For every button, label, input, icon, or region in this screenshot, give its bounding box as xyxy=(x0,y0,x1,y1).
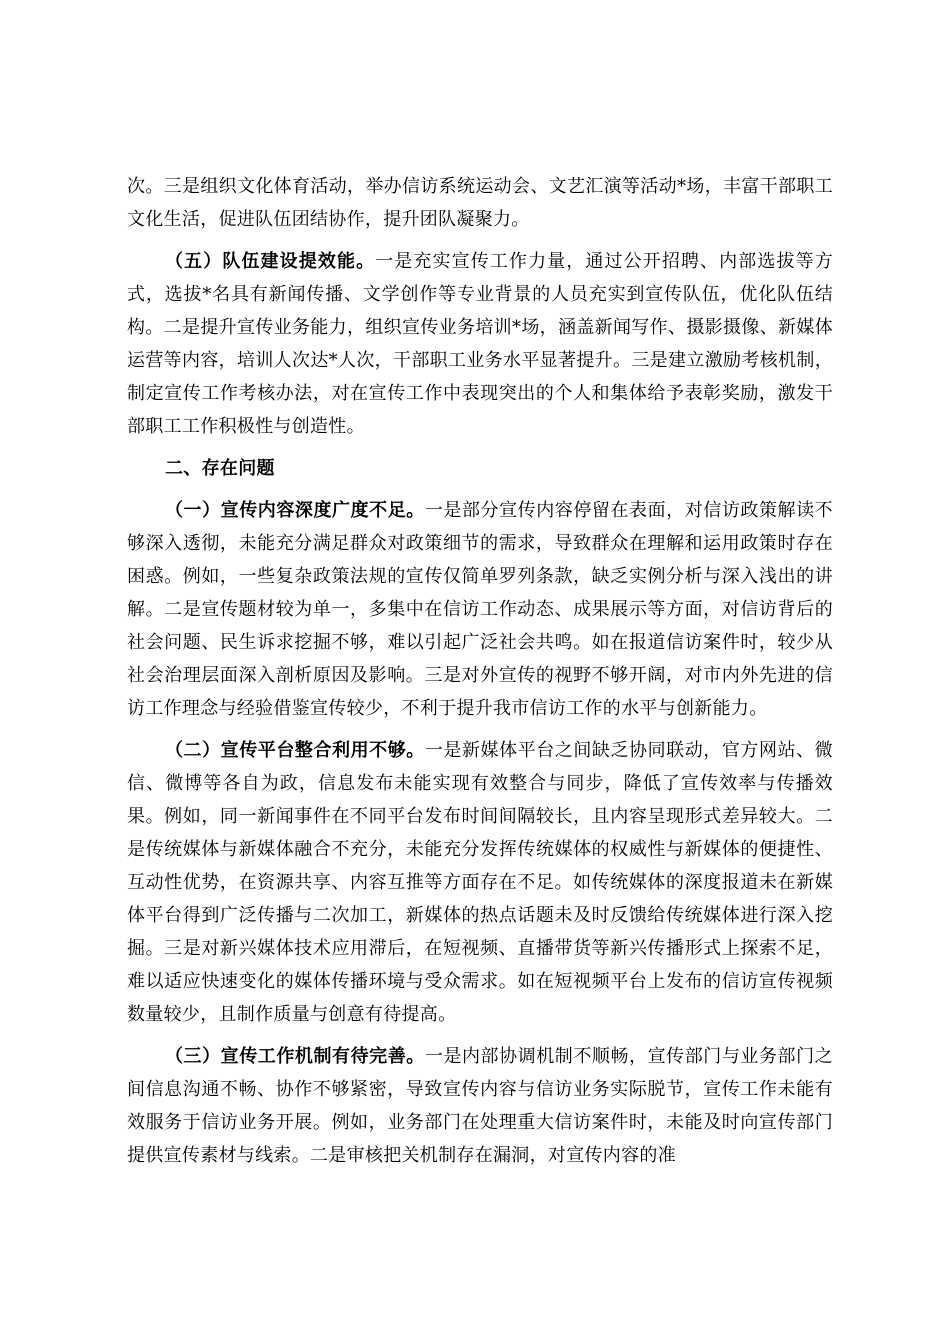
paragraph-text: 一是充实宣传工作力量，通过公开招聘、内部选拔等方式，选拔*名具有新闻传播、文学创作等专业背景的人员充实到宣传队伍，优化队伍结构。二是提升宣传业务能力，组织宣传业务培训*场，涵盖新闻写作、摄影摄像、新媒体运营等内容，培训人次达*人次，干部职工业务水平显著提升。三是建立激励考核机制，制定宣传工作考核办法，对在宣传工作中表现突出的个人和集体给予表彰奖励，激发干部职工工作积极性与创造性。 xyxy=(127,251,833,437)
paragraph-lead: （五）队伍建设提效能。 xyxy=(165,251,376,272)
problem-lead: （二）宣传平台整合利用不够。 xyxy=(165,740,425,761)
problem-paragraph-3 xyxy=(127,1040,833,1172)
problem-text: 一是部分宣传内容停留在表面，对信访政策解读不够深入透彻，未能充分满足群众对政策细节的需求，导致群众在理解和运用政策时存在困惑。例如，一些复杂政策法规的宣传仅简单罗列条款，缺乏实例分析与深入浅出的讲解。二是宣传题材较为单一，多集中在信访工作动态、成果展示等方面，对信访背后的社会问题、民生诉求挖掘不够，难以引起广泛社会共鸣。如在报道信访案件时，较少从社会治理层面深入剖析原因及影响。三是对外宣传的视野不够开阔，对市内外先进的信访工作理念与经验借鉴宣传较少，不利于提升我市信访工作的水平与创新能力。 xyxy=(127,500,833,719)
section-heading: 二、存在问题 xyxy=(165,458,275,479)
paragraph-team-building xyxy=(127,245,833,443)
problem-lead: （一）宣传内容深度广度不足。 xyxy=(165,500,425,521)
problem-text: 一是新媒体平台之间缺乏协同联动，官方网站、微信、微博等各自为政，信息发布未能实现有效整合与同步，降低了宣传效率与传播效果。例如，同一新闻事件在不同平台发布时间间隔较长，且内容呈现形式差异较大。二是传统媒体与新媒体融合不充分，未能充分发挥传统媒体的权威性与新媒体的便捷性、互动性优势，在资源共享、内容互推等方面存在不足。如传统媒体的深度报道未在新媒体平台得到广泛传播与二次加工，新媒体的热点话题未及时反馈给传统媒体进行深入挖掘。三是对新兴媒体技术应用滞后，在短视频、直播带货等新兴传播形式上探索不足，难以适应快速变化的媒体传播环境与受众需求。如在短视频平台上发布的信访宣传视频数量较少，且制作质量与创意有待提高。 xyxy=(127,740,833,1025)
document-body xyxy=(127,170,833,1172)
problem-paragraph-2 xyxy=(127,734,833,1031)
problem-text: 一是内部协调机制不顺畅，宣传部门与业务部门之间信息沟通不畅、协作不够紧密，导致宣传内容与信访业务实际脱节，宣传工作未能有效服务于信访业务开展。例如，业务部门在处理重大信访案件时，未能及时向宣传部门提供宣传素材与线索。二是审核把关机制存在漏洞，对宣传内容的准 xyxy=(127,1046,833,1166)
problem-lead: （三）宣传工作机制有待完善。 xyxy=(165,1046,425,1067)
paragraph-continued xyxy=(127,170,833,236)
problem-paragraph-1 xyxy=(127,494,833,725)
paragraph-text: 次。三是组织文化体育活动，举办信访系统运动会、文艺汇演等活动*场，丰富干部职工文化生活，促进队伍团结协作，提升团队凝聚力。 xyxy=(127,176,833,230)
